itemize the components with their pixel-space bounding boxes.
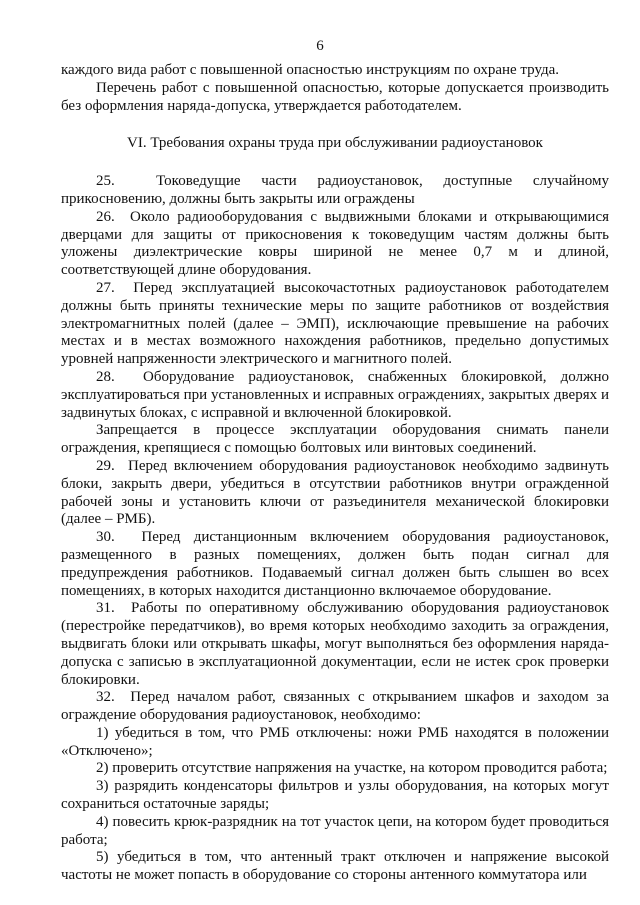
paragraph-25: 25. Токоведущие части радиоустановок, доступные случайному прикосновению, должны быть закрыты или ограждены (61, 173, 609, 207)
list-item-4: 4) повесить крюк-разрядник на тот участок цепи, на котором будет проводиться работа; (61, 813, 609, 848)
paragraph-31: 31. Работы по оперативному обслуживанию оборудования радиоустановок (перестройке передатчиков), во время которых необходимо заходить за ограждения, выдвигать блоки или открывать шкафы, могут выполняться без оформления наряда-допуска с записью в эксплуатационной документации, если не истек срок проверки блокировки. (61, 600, 609, 688)
paragraph-27: 27. Перед эксплуатацией высокочастотных радиоустановок работодателем должны быть приняты технические меры по защите работников от воздействия электромагнитных полей (далее – ЭМП), исключающие превышение на рабочих местах и в местах возможного нахождения работников, предельно допустимых уровней напряженности электрического и магнитного полей. (61, 279, 609, 368)
paragraph-26: 26. Около радиооборудования с выдвижными блоками и открывающимися дверцами для защиты от прикосновения к токоведущим частям должны быть уложены диэлектрические ковры шириной не менее 0,7 м и длиной, соответствующей длине оборудования. (61, 208, 609, 279)
paragraph-32: 32. Перед началом работ, связанных с открыванием шкафов и заходом за ограждение оборудования радиоустановок, необходимо: (61, 689, 609, 724)
list-item-2: 2) проверить отсутствие напряжения на участке, на котором проводится работа; (96, 760, 608, 777)
paragraph-30: 30. Перед дистанционным включением оборудования радиоустановок, размещенного в разных помещениях, должен быть подан сигнал для предупреждения работников. Подаваемый сигнал должен быть слышен во всех помещениях, в которых находится дистанционно включаемое оборудование. (61, 529, 609, 599)
paragraph-28-prohibition: Запрещается в процессе эксплуатации оборудования снимать панели ограждения, крепящиеся с помощью болтовых или винтовых соединений. (61, 422, 609, 457)
section-heading: VI. Требования охраны труда при обслуживании радиоустановок (127, 135, 543, 152)
paragraph-29: 29. Перед включением оборудования радиоустановок необходимо задвинуть блоки, закрыть двери, убедиться в отсутствии работников внутри огражденной рабочей зоны и установить ключи от разъединителя механической блокировки (далее – РМБ). (61, 457, 609, 528)
list-item-1: 1) убедиться в том, что РМБ отключены: ножи РМБ находятся в положении «Отключено»; (61, 724, 609, 759)
list-item-3: 3) разрядить конденсаторы фильтров и узлы оборудования, на которых могут сохраниться остаточные заряды; (61, 778, 609, 813)
paragraph-28: 28. Оборудование радиоустановок, снабженных блокировкой, должно эксплуатироваться при установленных и исправных ограждениях, закрытых дверях и задвинутых блоках, с исправной и включенной блокировкой. (61, 368, 609, 421)
intro-line: каждого вида работ с повышенной опасностью инструкциям по охране труда. (61, 62, 560, 78)
list-item-5: 5) убедиться в том, что антенный тракт отключен и напряжение высокой частоты не может попасть в оборудование со стороны антенного коммутатора или (61, 849, 609, 884)
page-number: 6 (316, 38, 324, 54)
intro-paragraph: Перечень работ с повышенной опасностью, которые допускается производить без оформления наряда-допуска, утверждается работодателем. (61, 79, 609, 114)
document-body (61, 62, 609, 885)
